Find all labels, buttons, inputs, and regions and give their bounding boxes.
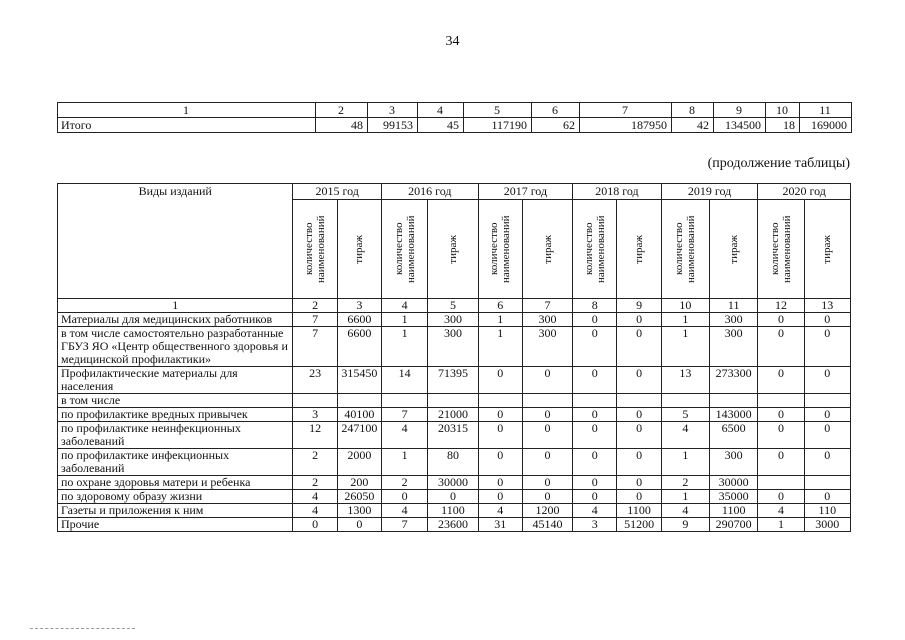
row-label: по профилактике вредных привычек — [58, 408, 293, 422]
table-cell: 1 — [382, 327, 428, 367]
table-cell: 0 — [617, 490, 661, 504]
table-cell: 0 — [758, 313, 804, 327]
row-label: Профилактические материалы для населения — [58, 367, 293, 394]
table-cell: 4 — [382, 422, 428, 449]
sub-header-text: количество наименований — [303, 215, 328, 283]
table-cell: 0 — [428, 490, 478, 504]
column-number: 11 — [710, 299, 758, 313]
table-cell: 0 — [478, 476, 522, 490]
table-cell: 0 — [617, 367, 661, 394]
table-cell: 3000 — [804, 518, 850, 532]
table-cell — [382, 394, 428, 408]
table-cell: 3 — [293, 408, 337, 422]
table-row — [58, 313, 851, 327]
type-header: Виды изданий — [58, 184, 293, 299]
sub-header-cell — [573, 200, 617, 299]
summary-header-cell: 7 — [580, 103, 672, 118]
table-cell: 0 — [522, 490, 572, 504]
summary-header-cell: 10 — [766, 103, 800, 118]
table-cell: 0 — [573, 476, 617, 490]
sub-header-cell — [293, 200, 337, 299]
summary-total-label: Итого — [58, 118, 316, 133]
table-cell: 51200 — [617, 518, 661, 532]
table-cell: 71395 — [428, 367, 478, 394]
table-cell: 0 — [573, 327, 617, 367]
sub-header-cell — [617, 200, 661, 299]
table-cell: 23 — [293, 367, 337, 394]
summary-total-cell: 99153 — [368, 118, 418, 133]
summary-header-cell: 1 — [58, 103, 316, 118]
table-cell: 0 — [804, 327, 850, 367]
table-cell — [710, 394, 758, 408]
table-cell: 0 — [573, 422, 617, 449]
table-row — [58, 476, 851, 490]
table-cell: 4 — [478, 504, 522, 518]
table-cell: 0 — [573, 408, 617, 422]
summary-header-cell: 6 — [532, 103, 580, 118]
row-label: в том числе — [58, 394, 293, 408]
table-cell: 4 — [573, 504, 617, 518]
table-cell: 12 — [293, 422, 337, 449]
summary-header-row — [58, 103, 852, 118]
table-cell: 0 — [617, 422, 661, 449]
table-cell: 0 — [522, 367, 572, 394]
summary-header-cell: 2 — [316, 103, 368, 118]
table-cell — [617, 394, 661, 408]
table-cell: 0 — [478, 490, 522, 504]
sub-header-text: количество наименований — [392, 215, 417, 283]
table-row — [58, 408, 851, 422]
column-number: 5 — [428, 299, 478, 313]
table-cell: 0 — [617, 476, 661, 490]
table-cell: 315450 — [337, 367, 381, 394]
table-cell: 1 — [382, 449, 428, 476]
column-number: 13 — [804, 299, 850, 313]
table-cell: 110 — [804, 504, 850, 518]
table-cell: 2 — [661, 476, 709, 490]
table-cell: 1 — [758, 518, 804, 532]
table-cell: 0 — [804, 313, 850, 327]
table-cell: 4 — [661, 504, 709, 518]
table-cell: 0 — [804, 422, 850, 449]
sub-header-text: количество наименований — [582, 215, 607, 283]
table-cell: 40100 — [337, 408, 381, 422]
table-cell: 0 — [758, 367, 804, 394]
sub-header-text: тираж — [446, 234, 459, 264]
summary-header-cell: 8 — [672, 103, 714, 118]
table-cell: 0 — [522, 408, 572, 422]
table-cell: 0 — [478, 367, 522, 394]
table-cell — [573, 394, 617, 408]
table-cell — [661, 394, 709, 408]
table-cell: 0 — [804, 367, 850, 394]
table-cell: 0 — [617, 313, 661, 327]
sub-header-cell — [382, 200, 428, 299]
sub-header-cell — [522, 200, 572, 299]
table-cell — [804, 394, 850, 408]
publications-table — [57, 183, 851, 532]
year-header: 2016 год — [382, 184, 479, 200]
sub-header-cell — [758, 200, 804, 299]
table-cell — [428, 394, 478, 408]
table-cell: 0 — [573, 367, 617, 394]
sub-header-cell — [428, 200, 478, 299]
table-cell: 2 — [382, 476, 428, 490]
summary-total-cell: 62 — [532, 118, 580, 133]
table-cell: 1300 — [337, 504, 381, 518]
sub-header-text: тираж — [633, 234, 646, 264]
table-cell: 300 — [522, 313, 572, 327]
sub-header-cell — [804, 200, 850, 299]
summary-header-cell: 11 — [800, 103, 852, 118]
summary-header-cell: 3 — [368, 103, 418, 118]
table-cell: 1 — [661, 327, 709, 367]
table-row — [58, 367, 851, 394]
table-cell: 6600 — [337, 313, 381, 327]
table-cell: 35000 — [710, 490, 758, 504]
summary-total-cell: 18 — [766, 118, 800, 133]
publications-table-body — [58, 313, 851, 532]
table-cell: 3 — [573, 518, 617, 532]
table-cell: 0 — [758, 422, 804, 449]
table-cell: 26050 — [337, 490, 381, 504]
table-cell: 30000 — [428, 476, 478, 490]
table-cell: 4 — [293, 490, 337, 504]
sub-header-text: тираж — [353, 234, 366, 264]
table-cell — [758, 476, 804, 490]
table-cell: 1 — [661, 313, 709, 327]
table-cell: 45140 — [522, 518, 572, 532]
table-cell: 0 — [522, 449, 572, 476]
table-row — [58, 422, 851, 449]
column-number: 3 — [337, 299, 381, 313]
table-cell: 7 — [293, 313, 337, 327]
table-cell: 7 — [382, 408, 428, 422]
table-cell: 0 — [293, 518, 337, 532]
table-cell: 80 — [428, 449, 478, 476]
year-header: 2020 год — [758, 184, 851, 200]
table-cell: 1 — [382, 313, 428, 327]
table-cell: 7 — [382, 518, 428, 532]
table-cell: 0 — [617, 449, 661, 476]
table-cell: 0 — [337, 518, 381, 532]
continuation-note: (продолжение таблицы) — [707, 156, 850, 171]
table-cell: 2000 — [337, 449, 381, 476]
table-cell: 300 — [522, 327, 572, 367]
table-cell: 6600 — [337, 327, 381, 367]
table-cell: 0 — [573, 313, 617, 327]
summary-total-cell: 42 — [672, 118, 714, 133]
table-cell: 1 — [661, 490, 709, 504]
table-row — [58, 327, 851, 367]
summary-total-row — [58, 118, 852, 133]
row-label: Прочие — [58, 518, 293, 532]
sub-header-text: количество наименований — [488, 215, 513, 283]
table-cell: 0 — [382, 490, 428, 504]
column-number: 1 — [58, 299, 293, 313]
page-number: 34 — [445, 34, 460, 49]
table-cell — [293, 394, 337, 408]
table-cell: 300 — [710, 449, 758, 476]
table-cell: 300 — [710, 327, 758, 367]
year-header: 2017 год — [478, 184, 573, 200]
table-cell: 4 — [758, 504, 804, 518]
sub-header-cell — [337, 200, 381, 299]
table-cell: 1200 — [522, 504, 572, 518]
table-cell: 300 — [428, 313, 478, 327]
table-row — [58, 504, 851, 518]
year-header: 2018 год — [573, 184, 662, 200]
table-row — [58, 449, 851, 476]
summary-table — [57, 102, 852, 133]
table-cell: 30000 — [710, 476, 758, 490]
table-cell: 14 — [382, 367, 428, 394]
table-cell: 2 — [293, 476, 337, 490]
table-cell: 0 — [758, 490, 804, 504]
table-cell: 1 — [661, 449, 709, 476]
table-cell — [478, 394, 522, 408]
sub-header-text: тираж — [727, 234, 740, 264]
table-cell: 0 — [804, 449, 850, 476]
sub-header-text: тираж — [821, 234, 834, 264]
sub-header-cell — [710, 200, 758, 299]
year-header: 2019 год — [661, 184, 758, 200]
table-cell: 2 — [293, 449, 337, 476]
sub-header-text: тираж — [541, 234, 554, 264]
summary-total-cell: 187950 — [580, 118, 672, 133]
table-cell: 300 — [710, 313, 758, 327]
column-number: 4 — [382, 299, 428, 313]
table-cell: 0 — [573, 449, 617, 476]
column-number: 2 — [293, 299, 337, 313]
table-cell — [804, 476, 850, 490]
table-cell: 0 — [758, 449, 804, 476]
table-cell: 1 — [478, 313, 522, 327]
column-number: 10 — [661, 299, 709, 313]
column-number: 12 — [758, 299, 804, 313]
table-row — [58, 518, 851, 532]
table-cell: 7 — [293, 327, 337, 367]
column-number: 7 — [522, 299, 572, 313]
row-label: Материалы для медицинских работников — [58, 313, 293, 327]
table-cell: 1 — [478, 327, 522, 367]
table-cell: 290700 — [710, 518, 758, 532]
table-cell: 1100 — [710, 504, 758, 518]
table-cell: 20315 — [428, 422, 478, 449]
row-label: Газеты и приложения к ним — [58, 504, 293, 518]
summary-header-cell: 5 — [464, 103, 532, 118]
sub-header-cell — [478, 200, 522, 299]
table-cell: 247100 — [337, 422, 381, 449]
summary-total-cell: 169000 — [800, 118, 852, 133]
table-row — [58, 394, 851, 408]
table-cell: 6500 — [710, 422, 758, 449]
row-label: по здоровому образу жизни — [58, 490, 293, 504]
table-cell: 0 — [522, 422, 572, 449]
table-cell: 200 — [337, 476, 381, 490]
table-cell: 0 — [573, 490, 617, 504]
table-cell: 23600 — [428, 518, 478, 532]
column-number: 8 — [573, 299, 617, 313]
year-header-row — [58, 184, 851, 200]
table-cell: 273300 — [710, 367, 758, 394]
table-cell — [522, 394, 572, 408]
table-cell — [337, 394, 381, 408]
footer-rule — [30, 628, 135, 629]
table-cell — [758, 394, 804, 408]
table-cell: 300 — [428, 327, 478, 367]
row-label: по охране здоровья матери и ребенка — [58, 476, 293, 490]
summary-header-cell: 9 — [714, 103, 766, 118]
summary-total-cell: 48 — [316, 118, 368, 133]
table-cell: 4 — [293, 504, 337, 518]
table-cell: 0 — [478, 422, 522, 449]
summary-total-cell: 134500 — [714, 118, 766, 133]
table-cell: 0 — [804, 408, 850, 422]
year-header: 2015 год — [293, 184, 382, 200]
table-cell: 1100 — [617, 504, 661, 518]
table-cell: 13 — [661, 367, 709, 394]
table-cell: 0 — [478, 408, 522, 422]
table-cell: 5 — [661, 408, 709, 422]
table-cell: 0 — [478, 449, 522, 476]
table-cell: 4 — [382, 504, 428, 518]
sub-header-text: количество наименований — [768, 215, 793, 283]
summary-total-cell: 45 — [418, 118, 464, 133]
table-cell: 0 — [522, 476, 572, 490]
sub-header-text: количество наименований — [673, 215, 698, 283]
sub-header-cell — [661, 200, 709, 299]
table-cell: 0 — [804, 490, 850, 504]
summary-header-cell: 4 — [418, 103, 464, 118]
table-cell: 0 — [758, 408, 804, 422]
table-row — [58, 490, 851, 504]
table-cell: 0 — [758, 327, 804, 367]
row-label: по профилактике инфекционных заболеваний — [58, 449, 293, 476]
table-cell: 143000 — [710, 408, 758, 422]
column-number: 9 — [617, 299, 661, 313]
summary-total-cell: 117190 — [464, 118, 532, 133]
table-cell: 4 — [661, 422, 709, 449]
row-label: по профилактике неинфекционных заболеваний — [58, 422, 293, 449]
table-cell: 0 — [617, 408, 661, 422]
table-cell: 9 — [661, 518, 709, 532]
table-cell: 31 — [478, 518, 522, 532]
table-cell: 0 — [617, 327, 661, 367]
column-number-row — [58, 299, 851, 313]
row-label: в том числе самостоятельно разработанные ГБУЗ ЯО «Центр общественного здоровья и медицинской профилактики» — [58, 327, 293, 367]
table-cell: 1100 — [428, 504, 478, 518]
column-number: 6 — [478, 299, 522, 313]
table-cell: 21000 — [428, 408, 478, 422]
